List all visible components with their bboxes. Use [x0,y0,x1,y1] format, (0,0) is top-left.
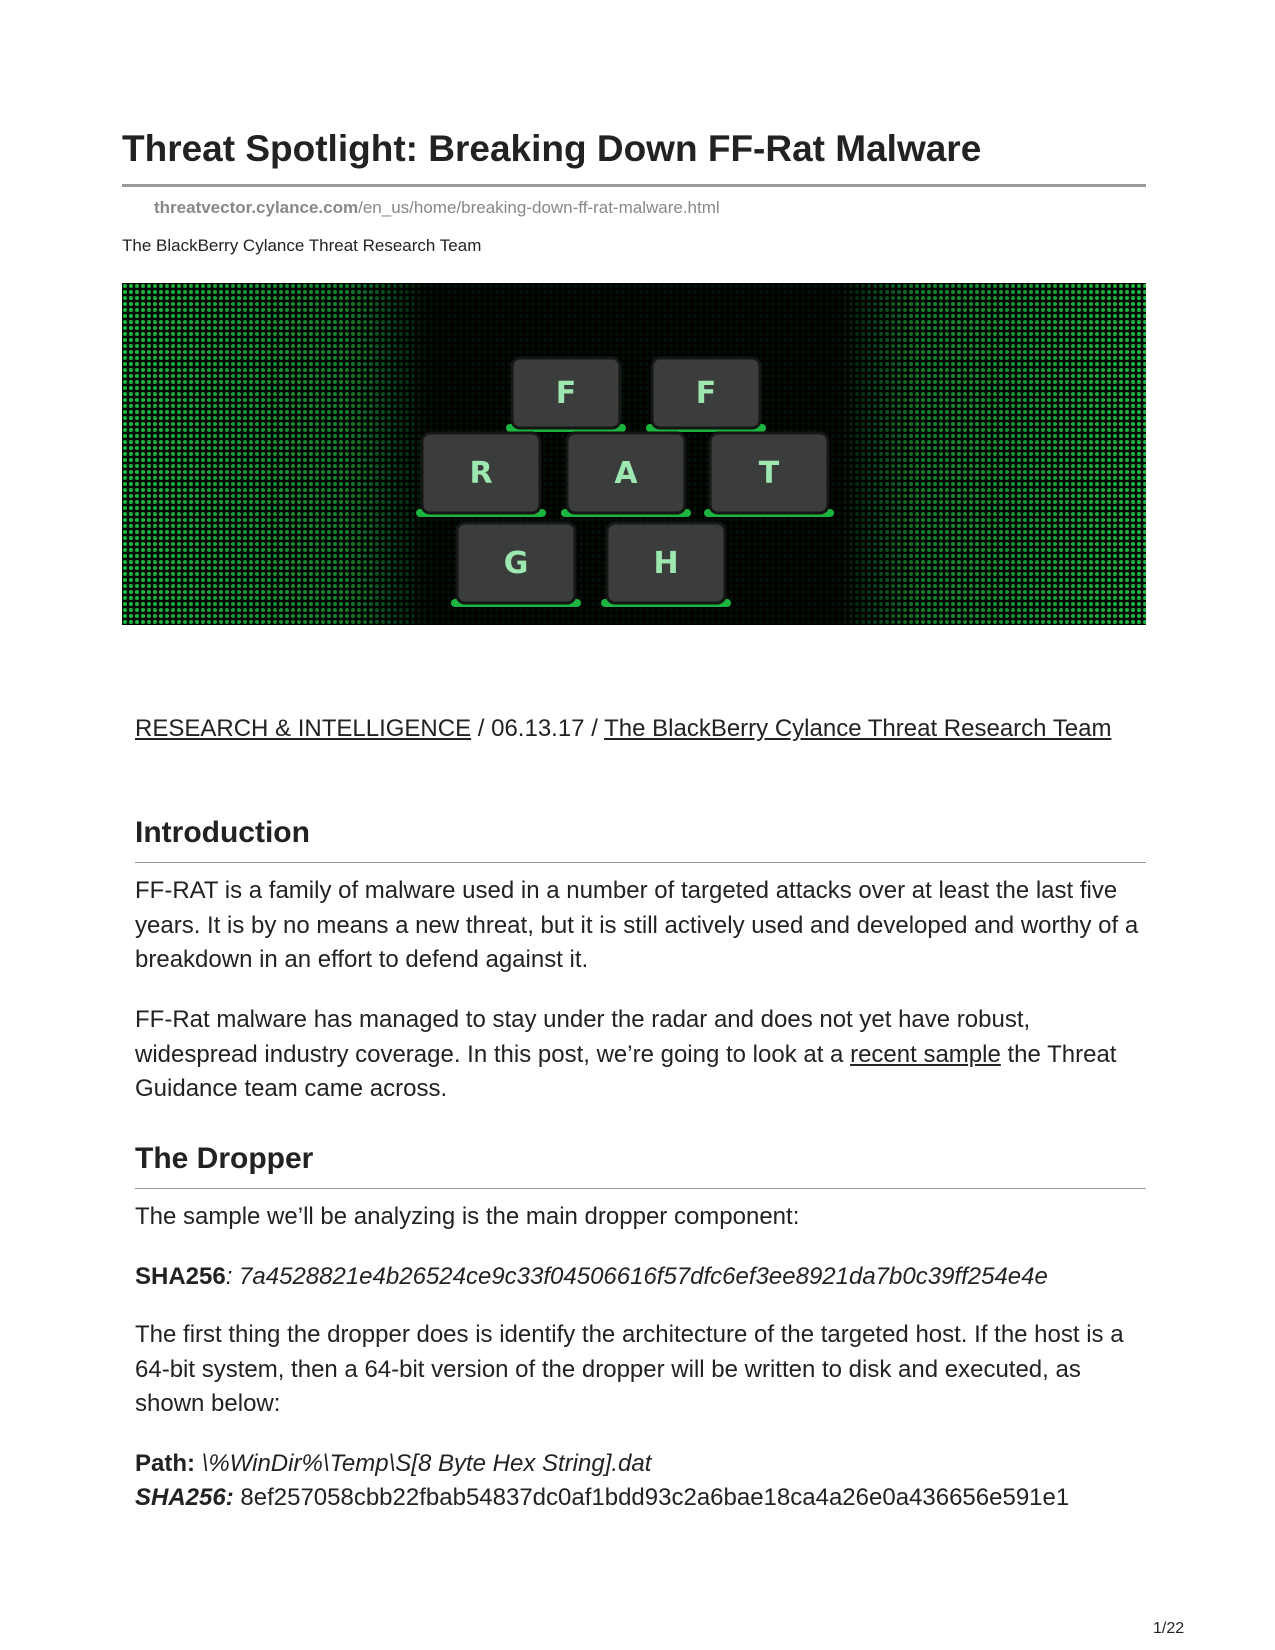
key-letter: A [614,456,638,491]
meta-separator: / [471,715,492,742]
post-date: 06.13.17 [491,715,585,742]
source-url[interactable] [154,198,720,218]
key-letter: F [695,376,717,411]
sha256-line [135,1260,1048,1294]
dropper-paragraph-2: The first thing the dropper does is identify the architecture of the targeted host. If the host is a 64-bit system, then a 64-bit version of the dropper will be written to disk and executed, as shown below: [135,1321,1124,1417]
intro-paragraph-1: FF-RAT is a family of malware used in a number of targeted attacks over at least the last five years. It is by no means a new threat, but it is still actively used and developed and worthy of a breakdown in an effort to defend against it. [135,877,1139,973]
post-meta [135,712,1145,746]
page-title: Threat Spotlight: Breaking Down FF-Rat Malware [122,128,982,169]
recent-sample-link[interactable]: recent sample [850,1040,1001,1068]
intro-paragraph-2: FF-Rat malware has managed to stay under the radar and does not yet have robust, widespread industry coverage. In this post, we’re going to look at a recent sample the Threat Guidance team came across. [135,1006,1117,1102]
path-label: Path: [135,1450,195,1477]
hero-image [122,283,1146,625]
source-host: threatvector.cylance.com [154,198,359,217]
sha256-64bit-value: 8ef257058cbb22fbab54837dc0af1bdd93c2a6bae18ca4a26e0a436656e591e1 [233,1484,1070,1511]
category-link[interactable]: RESEARCH & INTELLIGENCE [135,715,472,742]
key-letter: F [555,376,577,411]
section-divider [135,862,1146,863]
byline: The BlackBerry Cylance Threat Research Team [122,236,482,255]
heading-dropper: The Dropper [135,1142,314,1175]
key-letter: H [653,546,679,581]
meta-separator: / [584,715,605,742]
page-number: 1/22 [1153,1620,1185,1637]
key-letter: G [503,546,529,581]
heading-introduction: Introduction [135,816,310,849]
dropper-paragraph-1: The sample we’ll be analyzing is the main dropper component: [135,1203,800,1230]
sha256-label: SHA256 [135,1263,226,1290]
section-divider [135,1188,1146,1189]
author-link[interactable]: The BlackBerry Cylance Threat Research Team [604,715,1112,742]
key-letter: R [469,456,493,491]
sha256-64bit-line [135,1481,1069,1515]
title-divider [122,184,1146,187]
source-path: /en_us/home/breaking-down-ff-rat-malware.html [358,198,720,217]
path-value: \%WinDir%\Temp\S[8 Byte Hex String].dat [195,1450,652,1477]
sha256-value: : 7a4528821e4b26524ce9c33f04506616f57dfc6ef3ee8921da7b0c39ff254e4e [225,1263,1048,1290]
key-letter: T [758,456,780,491]
sha256-64bit-label: SHA256: [135,1484,234,1511]
path-line [135,1447,651,1481]
